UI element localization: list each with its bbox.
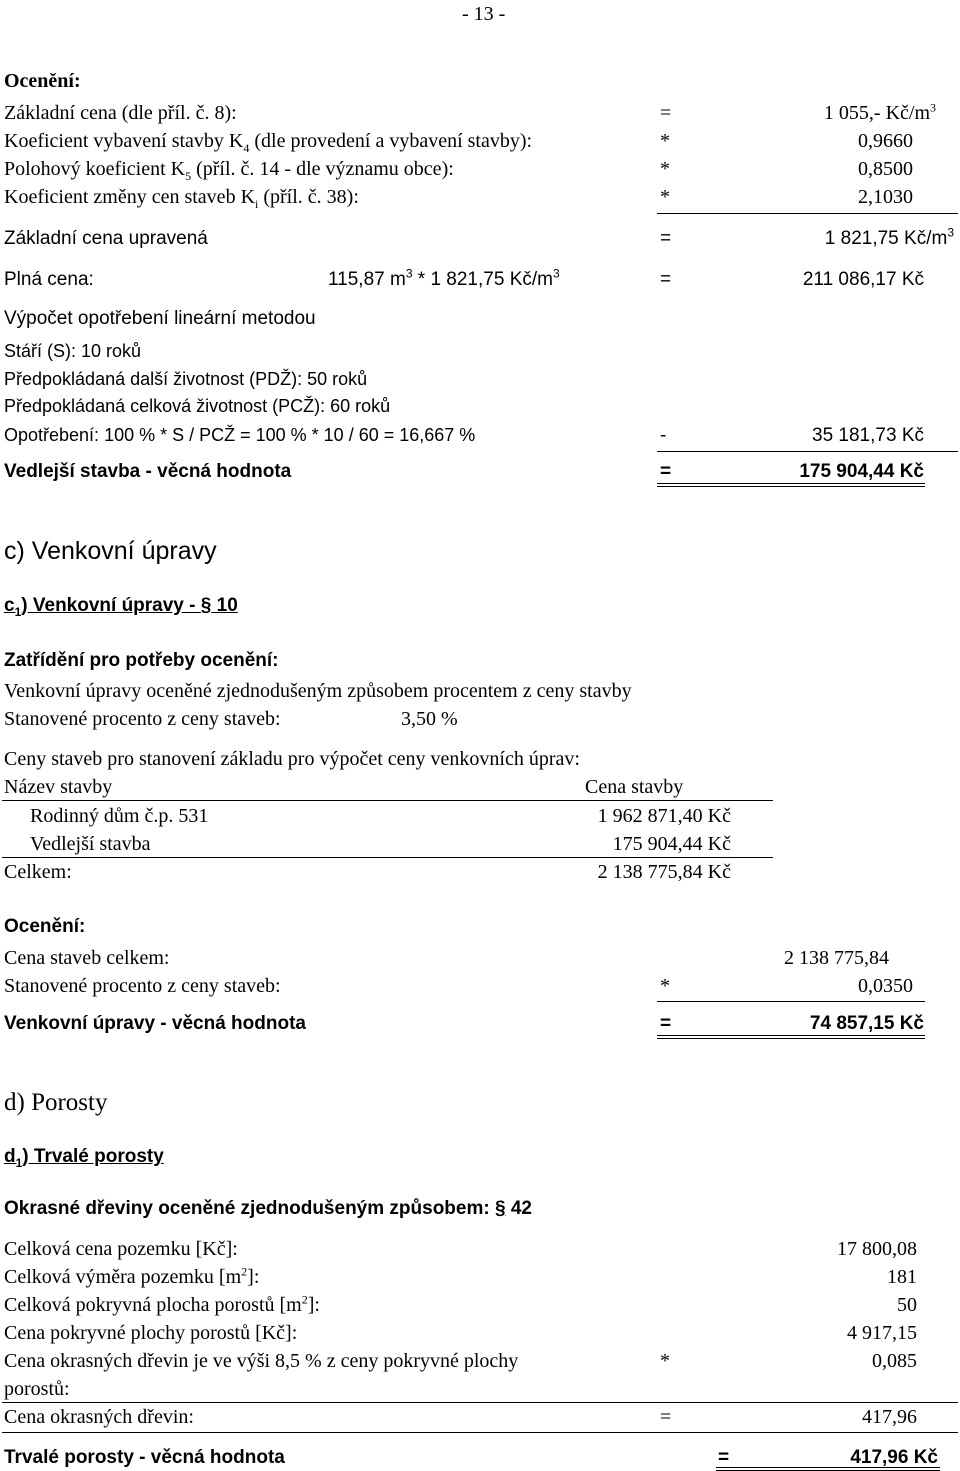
procento-label: Stanovené procento z ceny staveb: [4,708,281,730]
vedlejsi-result-value: 175 904,44 Kč [799,461,924,482]
koef-zmeny-value: 2,1030 [858,186,913,208]
koef-zmeny-label: Koeficient změny cen staveb $K_i$ (příl. č. 38): [4,186,359,211]
table-total-divider [2,857,773,858]
divider [2,1432,958,1433]
zakladni-cena-value: 1 055,- $Kč/m^3$ [823,100,936,124]
cena-okrasnych-label: Cena okrasných dřevin: [4,1406,194,1428]
polohovy-koef-value: 0,8500 [858,158,913,180]
zakladni-upravena-label: Základní cena upravená [4,228,208,249]
zakladni-cena-op: = [660,102,672,124]
table-row-price: 1 962 871,40 Kč [597,805,731,827]
section-c-heading: c) Venkovní úpravy [4,537,217,565]
trvale-porosty-result-op: = [718,1447,730,1468]
celkova-vymera-label: Celková výměra pozemku $[m^2]$: [4,1264,260,1288]
table-total-label: Celkem: [4,861,72,883]
celkova-cena-pozemku-label: Celková cena pozemku [Kč]: [4,1238,238,1260]
celkova-vymera-value: 181 [887,1266,917,1288]
table-header-divider [2,800,773,801]
koef-zmeny-op: * [660,186,670,208]
cena-pokryvne-label: Cena pokryvné plochy porostů [Kč]: [4,1322,298,1344]
koef-vybaveni-value: 0,9660 [858,130,913,152]
okrasne-podil-label-line2: porostů: [4,1378,70,1400]
procento-staveb-op: * [660,975,670,997]
okrasne-podil-label-line1: Cena okrasných dřevin je ve výši 8,5 % z ceny pokryvné plochy [4,1350,519,1372]
stari-text: Stáří (S): 10 roků [4,341,142,361]
section-d1-heading: $d_1$) Trvalé porosty [4,1146,164,1170]
polohovy-koef-op: * [660,158,670,180]
opotrebeni-heading: Výpočet opotřebení lineární metodou [4,308,316,329]
koef-vybaveni-op: * [660,130,670,152]
plna-cena-op: = [660,269,672,290]
zakladni-upravena-value: 1 821,75 $Kč/m^3$ [824,225,954,249]
vedlejsi-result-label: Vedlejší stavba - věcná hodnota [4,461,292,482]
section-d-heading: d) Porosty [4,1089,108,1116]
zatrideni-heading: Zatřídění pro potřeby ocenění: [4,650,279,671]
divider [657,213,958,214]
okrasne-podil-value: 0,085 [872,1350,917,1372]
cena-staveb-value: 2 138 775,84 [784,947,889,969]
vedlejsi-result-op: = [660,461,672,482]
table-row-price: 175 904,44 Kč [612,833,731,855]
pokryvna-plocha-value: 50 [897,1294,917,1316]
opotrebeni-calc: Opotřebení: 100 % * S / PCŽ = 100 % * 10 / 60 = 16,667 % [4,425,476,445]
venkovni-result-value: 74 857,15 Kč [809,1013,924,1034]
cena-okrasnych-op: = [660,1406,672,1428]
celkova-cena-pozemku-value: 17 800,08 [837,1238,917,1260]
opotrebeni-op: - [660,425,667,446]
plna-cena-calc: 115,87 $m^3 * 1$ 821,75 $Kč/m^3$ [328,266,560,290]
okrasne-podil-op: * [660,1350,670,1372]
zakladni-upravena-op: = [660,228,672,249]
venkovni-result-op: = [660,1013,672,1034]
table-header-name: Název stavby [4,776,113,798]
table-header-price: Cena stavby [585,776,684,798]
opotrebeni-value: 35 181,73 Kč [812,425,924,446]
zakladni-cena-label: Základní cena (dle příl. č. 8): [4,102,237,124]
double-underline [716,1467,940,1471]
divider [657,451,958,452]
cena-pokryvne-value: 4 917,15 [847,1322,917,1344]
divider [657,1001,925,1002]
cena-okrasnych-value: 417,96 [862,1406,917,1428]
venkovni-result-label: Venkovní úpravy - věcná hodnota [4,1013,306,1034]
trvale-porosty-result-label: Trvalé porosty - věcná hodnota [4,1447,285,1468]
ceny-intro: Ceny staveb pro stanovení základu pro výpočet ceny venkovních úprav: [4,748,580,770]
plna-cena-value: 211 086,17 Kč [802,269,924,290]
zatrideni-desc: Venkovní úpravy oceněné zjednodušeným způsobem procentem z ceny stavby [4,680,632,702]
trvale-porosty-result-value: 417,96 Kč [850,1447,938,1468]
okrasne-heading: Okrasné dřeviny oceněné zjednodušeným způsobem: § 42 [4,1198,532,1219]
polohovy-koef-label: Polohový koeficient $K_5$ (příl. č. 14 - dle významu obce): [4,158,454,183]
cena-staveb-label: Cena staveb celkem: [4,947,170,969]
pdz-text: Předpokládaná další životnost (PDŽ): 50 roků [4,369,368,389]
oceneni-heading: Ocenění: [4,70,81,92]
table-row-name: Vedlejší stavba [30,833,151,855]
oceneni-heading-c: Ocenění: [4,916,86,937]
pokryvna-plocha-label: Celková pokryvná plocha porostů $[m^2]$: [4,1292,320,1316]
double-underline [657,1035,925,1039]
koef-vybaveni-label: Koeficient vybavení stavby $K_4$ (dle provedení a vybavení stavby): [4,130,533,155]
page-number: - 13 - [462,3,506,25]
procento-value: 3,50 % [401,708,458,730]
plna-cena-label: Plná cena: [4,269,94,290]
section-c1-heading: $c_1$) Venkovní úpravy - § 10 [4,595,238,619]
double-underline [657,483,925,487]
table-row-name: Rodinný dům č.p. 531 [30,805,209,827]
divider [2,1402,958,1403]
table-total-value: 2 138 775,84 Kč [597,861,731,883]
pcz-text: Předpokládaná celková životnost (PCŽ): 60 roků [4,396,391,416]
procento-staveb-value: 0,0350 [858,975,913,997]
procento-staveb-label: Stanovené procento z ceny staveb: [4,975,281,997]
